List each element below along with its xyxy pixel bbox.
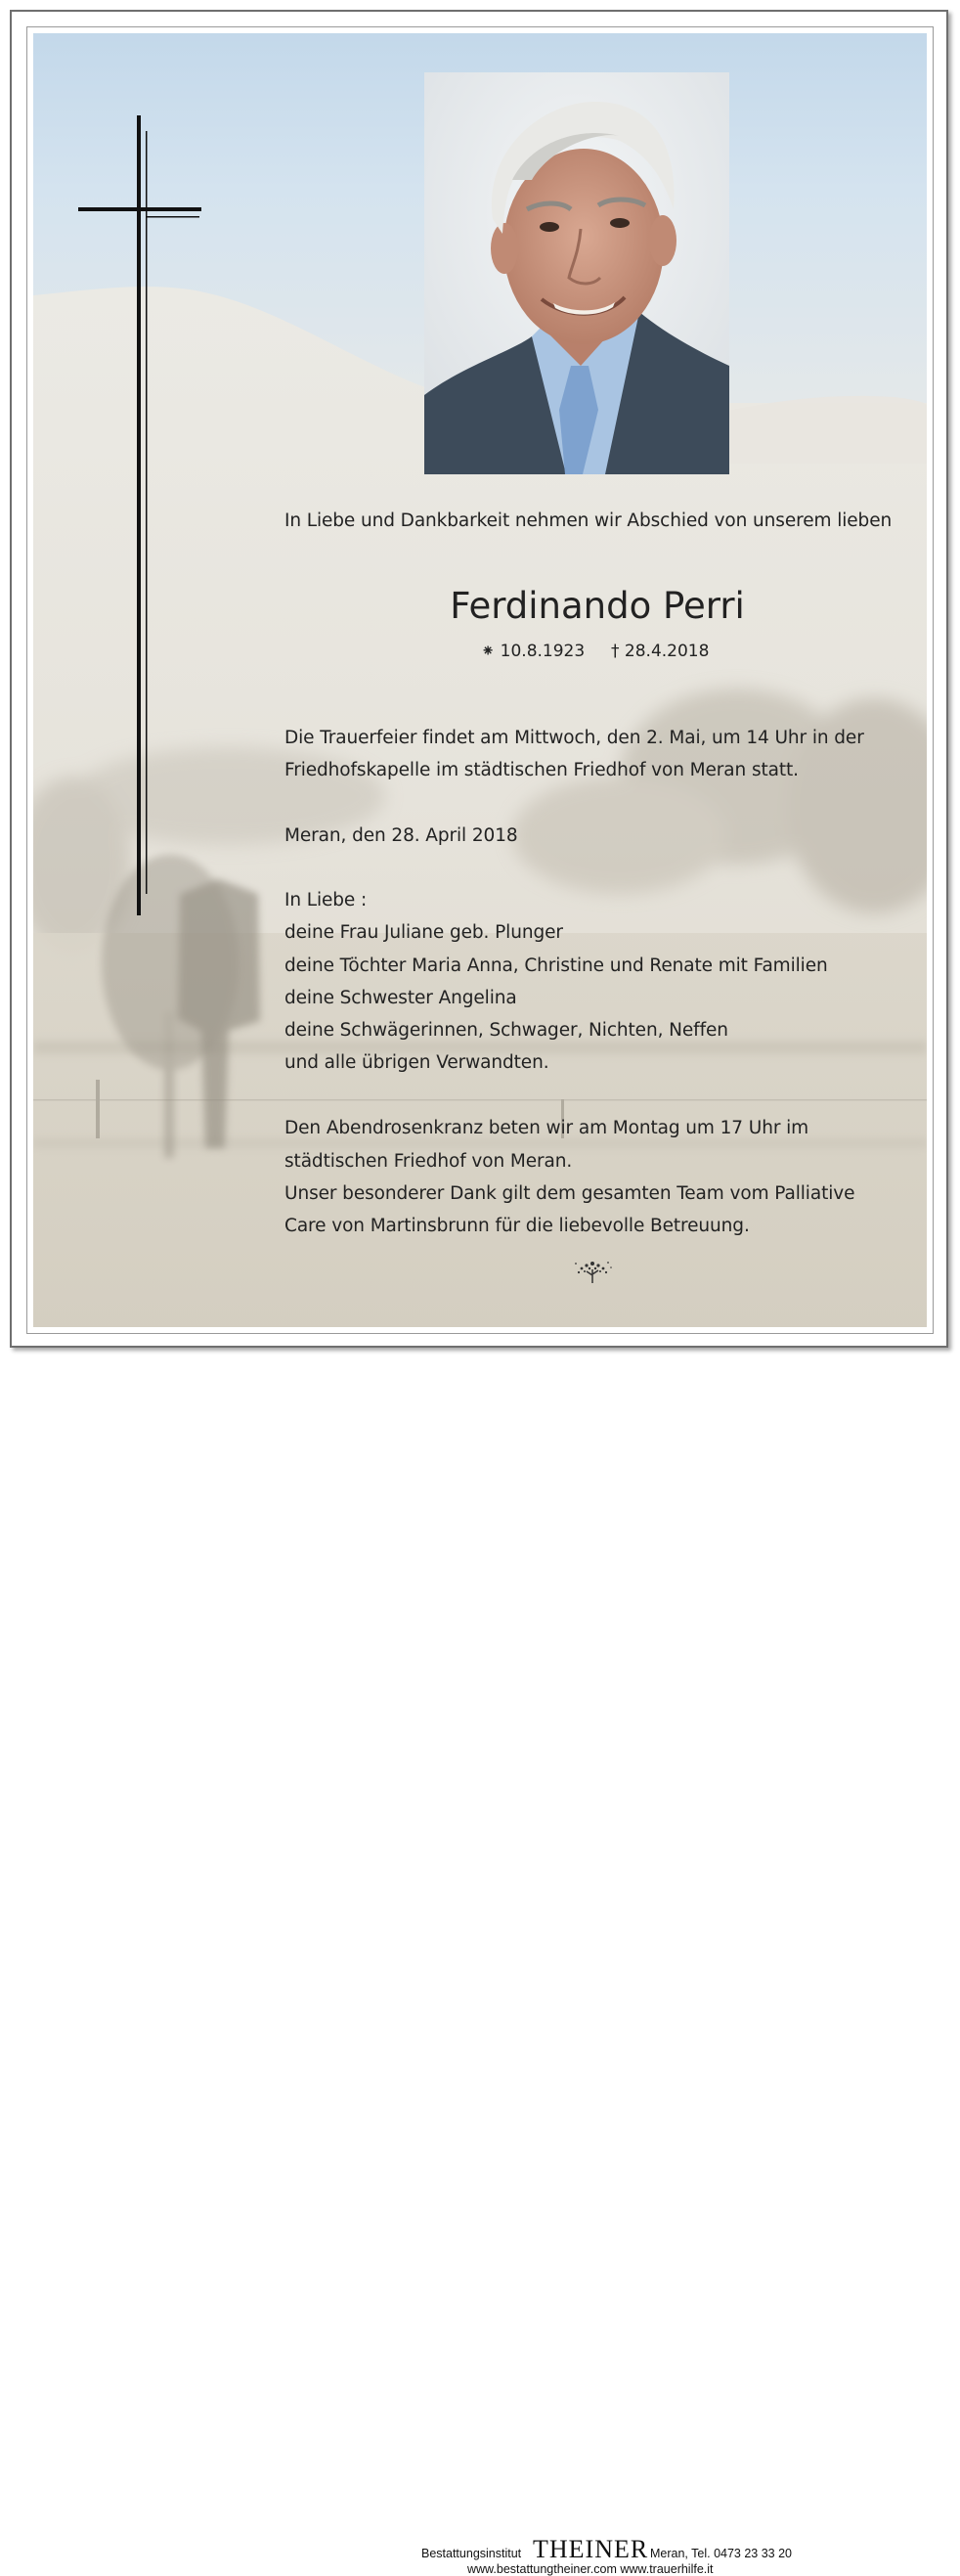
death-symbol: †	[611, 642, 620, 661]
funeral-line-1: Die Trauerfeier findet am Mittwoch, den 2. Mai, um 14 Uhr in der	[284, 728, 864, 748]
footer-institute: Bestattungsinstitut	[421, 2547, 522, 2560]
portrait-photo	[424, 72, 729, 474]
rosary-line-2: städtischen Friedhof von Meran.	[284, 1151, 573, 1172]
mourner-line: und alle übrigen Verwandten.	[284, 1052, 549, 1073]
birth-date: 10.8.1923	[500, 642, 586, 661]
footer-websites[interactable]: www.bestattungtheiner.com www.trauerhilfe.it	[467, 2562, 714, 2576]
funeral-line-2: Friedhofskapelle im städtischen Friedhof von Meran statt.	[284, 760, 799, 780]
cross-icon	[78, 115, 205, 917]
footer-contact: Meran, Tel. 0473 23 33 20	[650, 2547, 793, 2560]
footer-brand-logo: THEINER	[533, 2535, 649, 2563]
mourners-heading: In Liebe :	[284, 890, 368, 910]
place-date: Meran, den 28. April 2018	[284, 825, 518, 846]
mourner-line: deine Schwester Angelina	[284, 988, 517, 1008]
birth-symbol: ⁕	[481, 642, 496, 661]
deceased-name: Ferdinando Perri	[450, 585, 745, 627]
death-date: 28.4.2018	[624, 642, 710, 661]
thanks-line-2: Care von Martinsbrunn für die liebevolle Betreuung.	[284, 1216, 750, 1236]
mourner-line: deine Schwägerinnen, Schwager, Nichten, Neffen	[284, 1020, 728, 1041]
thanks-line-1: Unser besonderer Dank gilt dem gesamten Team vom Palliative	[284, 1183, 855, 1204]
tree-logo-icon	[571, 1258, 614, 1285]
mourner-line: deine Frau Juliane geb. Plunger	[284, 922, 563, 943]
life-dates	[481, 642, 709, 661]
intro-text: In Liebe und Dankbarkeit nehmen wir Abschied von unserem lieben	[284, 511, 893, 531]
mourner-line: deine Töchter Maria Anna, Christine und Renate mit Familien	[284, 955, 828, 976]
rosary-line-1: Den Abendrosenkranz beten wir am Montag um 17 Uhr im	[284, 1118, 809, 1138]
